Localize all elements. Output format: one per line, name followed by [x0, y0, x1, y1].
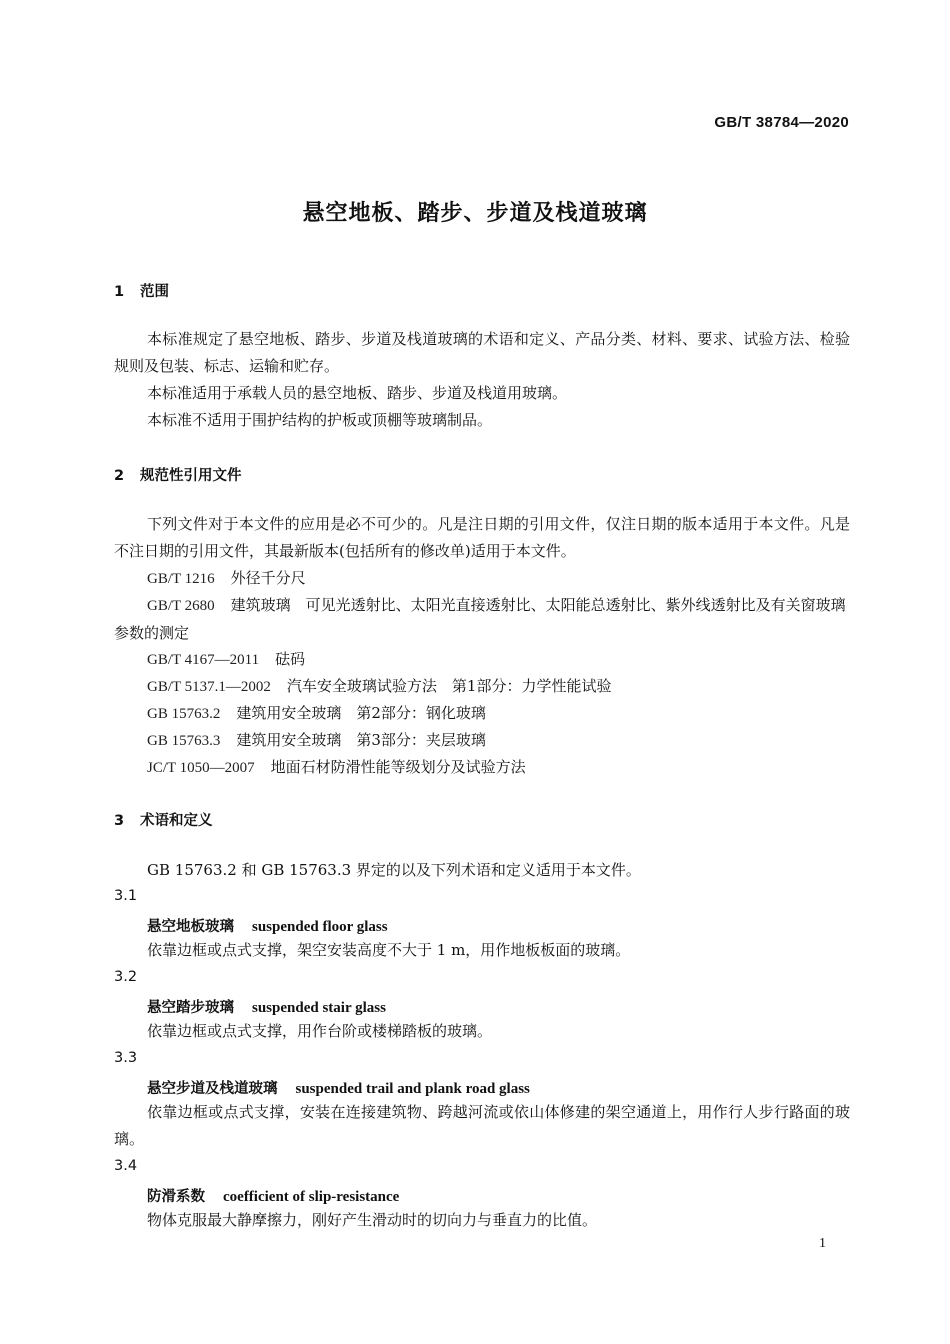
- scope-paragraph-1: 本标准规定了悬空地板、踏步、步道及栈道玻璃的术语和定义、产品分类、材料、要求、试验方法、检验规则及包装、标志、运输和贮存。: [114, 330, 850, 375]
- reference-code: GB/T 2680: [147, 598, 215, 614]
- reference-item: [147, 565, 306, 593]
- section-title: 术语和定义: [140, 813, 213, 829]
- term-zh: 悬空地板玻璃: [147, 919, 234, 935]
- term-definition: 依靠边框或点式支撑，架空安装高度不大于 1 m，用作地板板面的玻璃。: [147, 941, 631, 959]
- section-number: 3: [114, 813, 125, 829]
- section-1-heading: [114, 280, 169, 301]
- reference-title: 砝码: [275, 650, 306, 668]
- standard-code: GB/T 38784—2020: [714, 114, 849, 131]
- section-number: 1: [114, 284, 125, 300]
- section-2-heading: [114, 464, 242, 485]
- clause-number: 3.3: [114, 1050, 138, 1066]
- reference-item: [147, 673, 611, 701]
- term-en: suspended stair glass: [252, 1000, 386, 1016]
- term-heading: [147, 1185, 399, 1206]
- term-definition: 物体克服最大静摩擦力，刚好产生滑动时的切向力与垂直力的比值。: [147, 1211, 598, 1229]
- term-definition: 依靠边框或点式支撑，用作台阶或楼梯踏板的玻璃。: [147, 1022, 493, 1040]
- document-title: 悬空地板、踏步、步道及栈道玻璃: [302, 201, 648, 226]
- clause-number: 3.1: [114, 888, 138, 904]
- scope-paragraph-2: 本标准适用于承载人员的悬空地板、踏步、步道及栈道用玻璃。: [147, 384, 568, 402]
- reference-code: GB 15763.3: [147, 733, 221, 749]
- term-zh: 悬空步道及栈道玻璃: [147, 1081, 278, 1097]
- term-en: suspended floor glass: [252, 919, 388, 935]
- page-number: 1: [819, 1236, 826, 1251]
- term-definition: 依靠边框或点式支撑，安装在连接建筑物、跨越河流或依山体修建的架空通道上，用作行人步行路面的玻璃。: [114, 1103, 850, 1148]
- clause-number: 3.2: [114, 969, 138, 985]
- terms-intro: GB 15763.2 和 GB 15763.3 界定的以及下列术语和定义适用于本文件。: [147, 861, 641, 879]
- scope-paragraph-3: 本标准不适用于围护结构的护板或顶棚等玻璃制品。: [147, 411, 493, 429]
- clause-number: 3.4: [114, 1158, 138, 1174]
- term-zh: 悬空踏步玻璃: [147, 1000, 234, 1016]
- reference-code: GB/T 5137.1—2002: [147, 679, 271, 695]
- reference-item: [147, 646, 305, 674]
- section-number: 2: [114, 468, 125, 484]
- reference-code: GB 15763.2: [147, 706, 221, 722]
- term-heading: [147, 996, 386, 1017]
- reference-item: [147, 700, 486, 728]
- term-en: suspended trail and plank road glass: [295, 1081, 530, 1097]
- term-heading: [147, 1077, 530, 1098]
- section-title: 范围: [140, 284, 169, 300]
- reference-title: 汽车安全玻璃试验方法 第1部分：力学性能试验: [286, 677, 612, 695]
- reference-title: 建筑用安全玻璃 第2部分：钢化玻璃: [236, 704, 486, 722]
- references-intro: 下列文件对于本文件的应用是必不可少的。凡是注日期的引用文件，仅注日期的版本适用于本文件。凡是不注日期的引用文件，其最新版本(包括所有的修改单)适用于本文件。: [114, 515, 850, 560]
- section-title: 规范性引用文件: [140, 468, 242, 484]
- reference-code: GB/T 4167—2011: [147, 652, 260, 668]
- reference-title: 外径千分尺: [230, 569, 306, 587]
- term-en: coefficient of slip-resistance: [223, 1189, 400, 1205]
- reference-item: [147, 727, 486, 755]
- reference-item: [114, 592, 850, 647]
- reference-title: 建筑玻璃 可见光透射比、太阳光直接透射比、太阳能总透射比、紫外线透射比及有关窗玻璃参数的测定: [114, 596, 846, 642]
- reference-title: 地面石材防滑性能等级划分及试验方法: [270, 758, 526, 776]
- term-zh: 防滑系数: [147, 1189, 205, 1205]
- section-3-heading: [114, 809, 213, 830]
- reference-code: GB/T 1216: [147, 571, 215, 587]
- reference-title: 建筑用安全玻璃 第3部分：夹层玻璃: [236, 731, 486, 749]
- reference-item: [147, 754, 526, 782]
- term-heading: [147, 915, 388, 936]
- reference-code: JC/T 1050—2007: [147, 760, 255, 776]
